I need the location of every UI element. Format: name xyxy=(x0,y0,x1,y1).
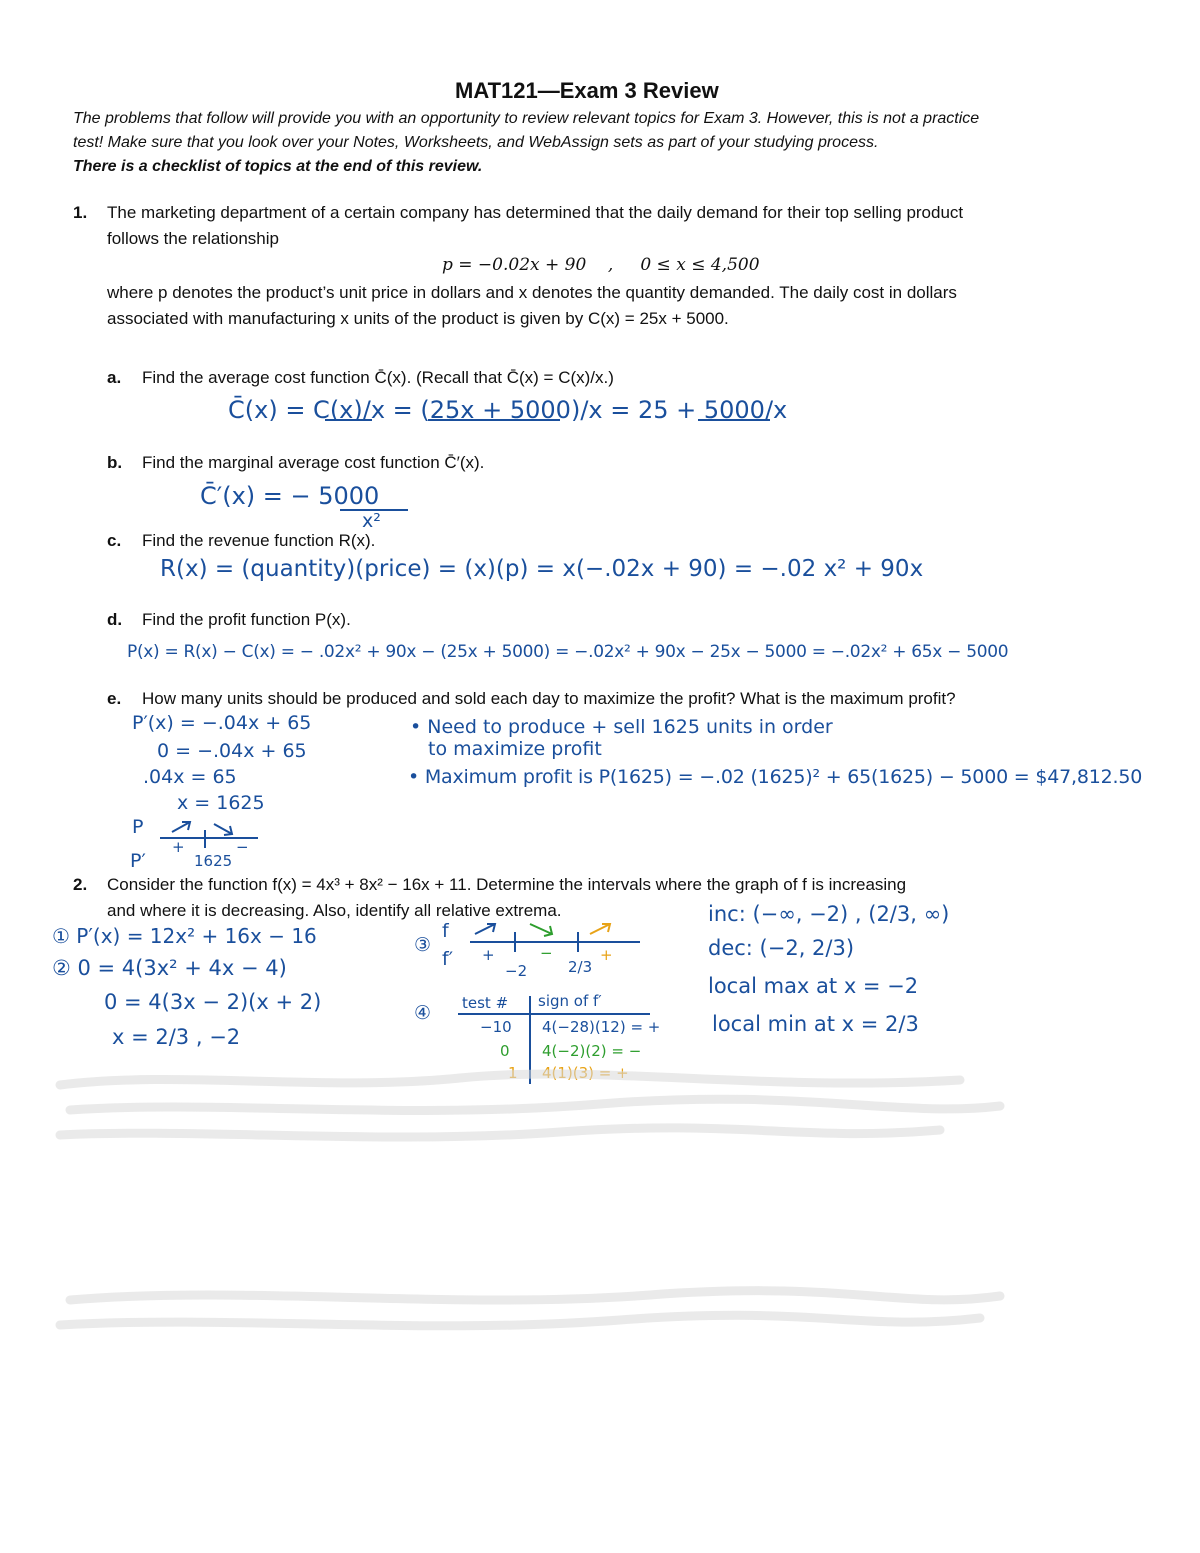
intro-line-2: test! Make sure that you look over your Notes, Worksheets, and WebAssign sets as part of your studying process. xyxy=(73,134,879,151)
demand-equation: p = −0.02x + 90 , 0 ≤ x ≤ 4,500 xyxy=(442,255,760,275)
hw-maximum-profit: • Maximum profit is P(1625) = −.02 (1625)² + 65(1625) − 5000 = $47,812.50 xyxy=(408,766,1143,788)
hw-p2-step-3: 0 = 4(3x − 2)(x + 2) xyxy=(104,990,322,1014)
hw-sign-chart-p: P xyxy=(132,816,144,838)
hw-p2-step-1: ① P′(x) = 12x² + 16x − 16 xyxy=(52,924,317,948)
hw-table-r1-test: −10 xyxy=(480,1018,512,1036)
hw-decreasing: dec: (−2, 2/3) xyxy=(708,936,855,960)
hw-profit: P(x) = R(x) − C(x) = − .02x² + 90x − (25x + 5000) = −.02x² + 90x − 25x − 5000 = −.02x² + 65x − 5000 xyxy=(127,642,1009,662)
hw-numberline-f: f xyxy=(442,920,449,942)
part-a-text: Find the average cost function C̄(x). (Recall that C̄(x) = C(x)/x.) xyxy=(142,368,614,387)
hw-increasing: inc: (−∞, −2) , (2/3, ∞) xyxy=(708,902,950,926)
decrease-arrow xyxy=(214,824,232,835)
problem-1-text-2: follows the relationship xyxy=(107,229,279,248)
intro-line-3: There is a checklist of topics at the end of this review. xyxy=(73,158,483,175)
hw-e-step-1: P′(x) = −.04x + 65 xyxy=(132,712,312,734)
hw-sign-plus: + xyxy=(172,838,185,856)
hw-e-step-3: .04x = 65 xyxy=(143,766,237,788)
hw-numberline-plus-1: + xyxy=(482,946,495,964)
hw-numberline-fprime: f′ xyxy=(442,948,454,970)
hw-marginal-avg-cost-den: x² xyxy=(362,510,381,532)
intro-line-1: The problems that follow will provide you with an opportunity to review relevant topics for Exam 3. However, this is not a practice xyxy=(73,110,980,127)
hw-need-produce: • Need to produce + sell 1625 units in order xyxy=(410,716,833,738)
f-decrease-arrow xyxy=(530,924,552,936)
hw-maximize-profit: to maximize profit xyxy=(428,738,602,760)
hw-step-3-marker: ③ xyxy=(414,934,432,956)
part-d-text: Find the profit function P(x). xyxy=(142,610,351,629)
hw-numberline-twothirds: 2/3 xyxy=(568,958,593,976)
part-b-label: b. xyxy=(107,453,123,472)
hw-numberline-minus: − xyxy=(540,944,553,962)
part-b-text: Find the marginal average cost function C̄′(x). xyxy=(142,453,485,472)
problem-1-text-3: where p denotes the product’s unit price in dollars and x denotes the quantity demanded. The daily cost in dollars xyxy=(107,283,957,302)
part-e-text: How many units should be produced and sold each day to maximize the profit? What is the maximum profit? xyxy=(142,689,956,708)
increase-arrow xyxy=(172,822,190,832)
hw-marginal-avg-cost-num: C̄′(x) = − 5000 xyxy=(200,482,380,510)
page-title: MAT121—Exam 3 Review xyxy=(455,78,719,103)
hw-p2-step-4: x = 2/3 , −2 xyxy=(112,1025,241,1049)
hw-table-r2-sign: 4(−2)(2) = − xyxy=(542,1042,642,1060)
eraser-smudges xyxy=(60,1074,1000,1326)
problem-2-text-2: and where it is decreasing. Also, identify all relative extrema. xyxy=(107,901,562,920)
hw-table-r3-test: 1 xyxy=(508,1064,518,1082)
hw-local-max: local max at x = −2 xyxy=(708,974,919,998)
hw-e-step-2: 0 = −.04x + 65 xyxy=(157,740,307,762)
hw-sign-minus: − xyxy=(236,838,249,856)
f-increase-arrow-1 xyxy=(475,924,495,934)
hw-table-head-sign: sign of f′ xyxy=(538,992,602,1010)
hw-revenue: R(x) = (quantity)(price) = (x)(p) = x(−.02x + 90) = −.02 x² + 90x xyxy=(160,556,924,582)
problem-2-text-1: Consider the function f(x) = 4x³ + 8x² − 16x + 11. Determine the intervals where the graph of f is increasing xyxy=(107,875,907,894)
hw-sign-chart-pprime: P′ xyxy=(130,850,146,872)
hw-e-step-4: x = 1625 xyxy=(177,792,265,814)
problem-1-text-4: associated with manufacturing x units of the product is given by C(x) = 25x + 5000. xyxy=(107,309,729,328)
hw-table-head-test: test # xyxy=(462,994,509,1012)
problem-1-text-1: The marketing department of a certain company has determined that the daily demand for their top selling product xyxy=(107,203,964,222)
hw-step-4-marker: ④ xyxy=(414,1002,432,1024)
hw-local-min: local min at x = 2/3 xyxy=(712,1012,919,1036)
hw-table-r1-sign: 4(−28)(12) = + xyxy=(542,1018,661,1036)
hw-table-r2-test: 0 xyxy=(500,1042,510,1060)
problem-1-number: 1. xyxy=(73,203,88,222)
hw-average-cost: C̄(x) = C(x)/x = (25x + 5000)/x = 25 + 5000/x xyxy=(228,396,788,424)
hw-p2-step-2: ② 0 = 4(3x² + 4x − 4) xyxy=(52,956,287,980)
part-c-text: Find the revenue function R(x). xyxy=(142,531,376,550)
f-increase-arrow-2 xyxy=(590,924,610,934)
problem-2-number: 2. xyxy=(73,875,88,894)
hw-numberline-neg2: −2 xyxy=(505,962,528,980)
part-e-label: e. xyxy=(107,689,122,708)
part-c-label: c. xyxy=(107,531,122,550)
hw-table-r3-sign: 4(1)(3) = + xyxy=(542,1064,629,1082)
part-d-label: d. xyxy=(107,610,123,629)
part-a-label: a. xyxy=(107,368,122,387)
hw-numberline-plus-2: + xyxy=(600,946,613,964)
hw-sign-1625: 1625 xyxy=(194,852,233,870)
